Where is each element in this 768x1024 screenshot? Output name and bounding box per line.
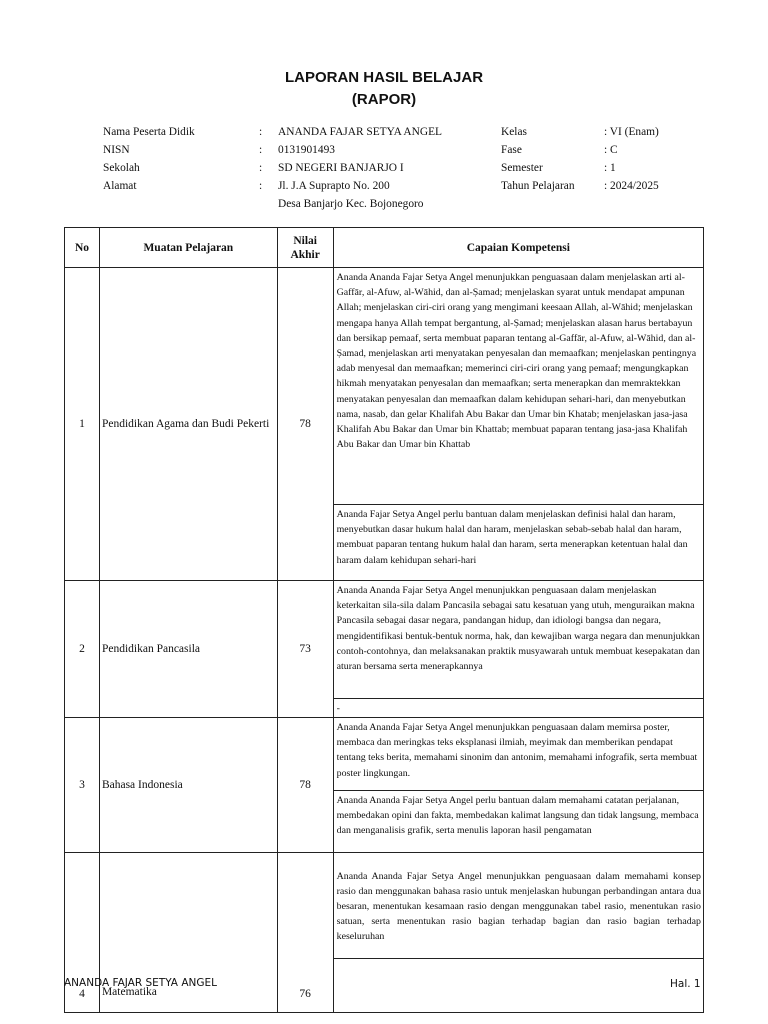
header-competency: Capaian Kompetensi: [333, 228, 703, 268]
name-label: Nama Peserta Didik: [103, 126, 195, 138]
achievement-text: Ananda Ananda Fajar Setya Angel menunjukkan penguasaan dalam menjelaskan arti al-Gaffār, al-Afuw, al-Wāhid, dan al-Ṣamad; menjelaskan syarat untuk mendapat ampunan Allah; menjelaskan ciri-ciri orang yang mengimani keesaan Allah, al-Wāhid; menjelaskan mengapa hanya Allah tempat bergantung, al-Ṣamad; menjelaskan alasan harus bertabayun dan bersikap pemaaf, serta membuat paparan tentang al-Gaffār, al-Afuw, al-Wāhid, dan al-Ṣamad, menjelaskan arti menyatakan penyesalan dan memaafkan; menjelaskan pentingnya adab menyesal dan memaafkan; memerinci ciri-ciri orang yang pemaaf; mengungkapkan hikmah menyatakan penyesalan dan memaafkan; serta menerapkan dan memraktekkan menyatakan penyesalan dan memaafkan dalam kehidupan sehari-hari, dan menyebutkan nama, nasab, dan gelar Khalifah Abu Bakar dan Umar bin Khatab; menjelaskan jasa-jasa Khalifah Abu Bakar dan Umar bin Khattab; membuat paparan tentang jasa-jasa Khalifah Abu Bakar dan Umar bin Khattab: [334, 268, 703, 505]
class-label: Kelas: [501, 126, 527, 138]
table-header-row: [65, 228, 704, 268]
grades-table: [64, 227, 704, 1013]
footer-page-number: Hal. 1: [670, 978, 701, 990]
class-value: : VI (Enam): [604, 126, 659, 138]
footer-student-name: ANANDA FAJAR SETYA ANGEL: [64, 977, 217, 989]
row-no: 3: [65, 718, 100, 853]
colon: :: [259, 180, 263, 192]
row-no: 1: [65, 268, 100, 581]
colon: :: [259, 126, 263, 138]
colon: :: [259, 144, 263, 156]
year-value: : 2024/2025: [604, 180, 659, 192]
row-competency: [333, 268, 703, 581]
table-row: [65, 268, 704, 581]
colon: :: [259, 162, 263, 174]
row-score: 78: [277, 268, 333, 581]
header-score-line-2: Akhir: [290, 248, 320, 261]
address-label: Alamat: [103, 180, 137, 192]
school-value: SD NEGERI BANJARJO I: [278, 162, 404, 174]
row-no: 2: [65, 581, 100, 718]
improvement-text: -: [336, 703, 340, 714]
address-line-2: Desa Banjarjo Kec. Bojonegoro: [278, 198, 424, 210]
row-competency: [333, 853, 703, 1013]
semester-value: : 1: [604, 162, 616, 174]
address-line-1: Jl. J.A Suprapto No. 200: [278, 180, 390, 192]
improvement-text: [334, 959, 703, 999]
achievement-text: Ananda Ananda Fajar Setya Angel menunjukkan penguasaan dalam memirsa poster, membaca dan meringkas teks eksplanasi ilmiah, meyimak dan memberikan pendapat tentang teks berita, memahami sinonim dan antonim, memahami infografik, serta membuat poster lingkungan.: [334, 718, 703, 791]
row-competency: [333, 718, 703, 853]
table-row: [65, 581, 704, 718]
row-subject: Bahasa Indonesia: [99, 718, 277, 853]
nisn-value: 0131901493: [278, 144, 335, 156]
table-row: [65, 718, 704, 853]
row-no: 4: [65, 853, 100, 1013]
row-subject: Pendidikan Agama dan Budi Pekerti: [99, 268, 277, 581]
year-label: Tahun Pelajaran: [501, 180, 575, 192]
header-score: [277, 228, 333, 268]
row-subject: Matematika: [99, 853, 277, 1013]
header-score-line-1: Nilai: [293, 234, 317, 247]
header-subject: Muatan Pelajaran: [99, 228, 277, 268]
achievement-text: Ananda Ananda Fajar Setya Angel menunjukkan penguasaan dalam menjelaskan keterkaitan sila-sila dalam Pancasila sebagai satu kesatuan yang utuh, menguraikan makna Pancasila sebagai dasar negara, pandangan hidup, dan idiologi bangsa dan negara, mengidentifikasi bentuk-bentuk norma, hak, dan kewajiban warga negara dan menunjukkan contoh-contohnya, dan melaksanakan praktik musyawarah untuk membuat kesepakatan dan aturan bersama serta menerapkannya: [334, 581, 703, 699]
phase-value: : C: [604, 144, 618, 156]
report-title: LAPORAN HASIL BELAJAR: [284, 69, 484, 86]
row-score: 76: [277, 853, 333, 1013]
name-value: ANANDA FAJAR SETYA ANGEL: [278, 126, 443, 138]
improvement-text: Ananda Ananda Fajar Setya Angel perlu bantuan dalam memahami catatan perjalanan, membedakan opini dan fakta, membedakan kalimat langsung dan tidak langsung, membaca dan menganalisis grafik, serta menulis laporan hasil pengamatan: [336, 795, 699, 837]
row-score: 78: [277, 718, 333, 853]
school-label: Sekolah: [103, 162, 140, 174]
achievement-text: Ananda Ananda Fajar Setya Angel menunjukkan penguasaan dalam memahami konsep rasio dan menggunakan bahasa rasio untuk menjelaskan hubungan perbandingan antara dua besaran, menentukan kesamaan rasio dengan menggunakan tabel rasio, menentukan rasio satuan, serta menentukan rasio bagian terhadap bagian dan rasio bagian terhadap keseluruhan: [334, 867, 703, 959]
report-subtitle: (RAPOR): [351, 91, 417, 108]
phase-label: Fase: [501, 144, 522, 156]
improvement-text: Ananda Fajar Setya Angel perlu bantuan dalam menjelaskan definisi halal dan haram, menyebutkan dasar hukum halal dan haram, menjelaskan sebab-sebab halal dan haram, membuat paparan tentang hukum halal dan haram, serta menerapkan ketentuan halal dan haram dalam kehidupan sehari-hari: [336, 509, 688, 566]
nisn-label: NISN: [103, 144, 130, 156]
row-competency: [333, 581, 703, 718]
row-subject: Pendidikan Pancasila: [99, 581, 277, 718]
header-no: No: [65, 228, 100, 268]
semester-label: Semester: [501, 162, 543, 174]
row-score: 73: [277, 581, 333, 718]
